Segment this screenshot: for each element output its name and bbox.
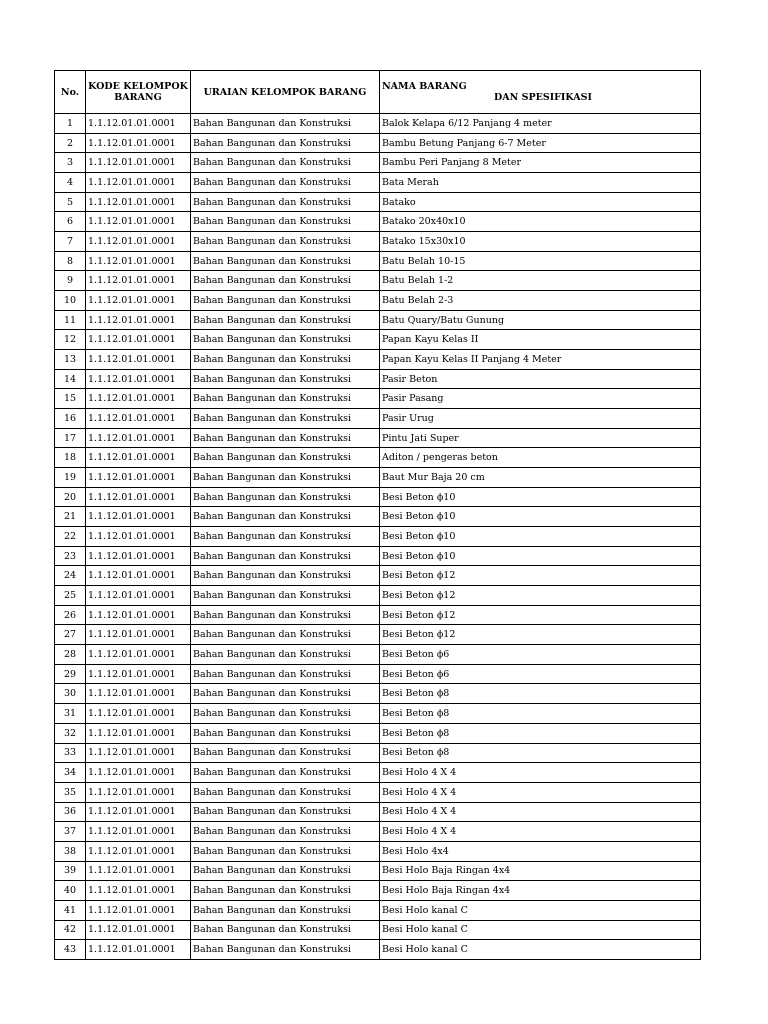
cell-nama: Besi Beton ϕ8 (380, 704, 701, 724)
table-row (55, 841, 701, 861)
cell-nama: Besi Beton ϕ10 (380, 546, 701, 566)
cell-kode: 1.1.12.01.01.0001 (86, 251, 191, 271)
header-nama-barang (380, 71, 701, 114)
cell-kode: 1.1.12.01.01.0001 (86, 723, 191, 743)
cell-kode: 1.1.12.01.01.0001 (86, 802, 191, 822)
cell-nama: Besi Beton ϕ12 (380, 625, 701, 645)
table-row (55, 586, 701, 606)
table-row (55, 546, 701, 566)
cell-nama: Besi Beton ϕ6 (380, 645, 701, 665)
table-row (55, 428, 701, 448)
cell-kode: 1.1.12.01.01.0001 (86, 153, 191, 173)
cell-uraian: Bahan Bangunan dan Konstruksi (191, 940, 380, 960)
cell-uraian: Bahan Bangunan dan Konstruksi (191, 684, 380, 704)
cell-nama: Batako 15x30x10 (380, 232, 701, 252)
cell-no: 24 (55, 566, 86, 586)
cell-kode: 1.1.12.01.01.0001 (86, 507, 191, 527)
cell-nama: Besi Beton ϕ10 (380, 507, 701, 527)
table-row (55, 763, 701, 783)
table-row (55, 133, 701, 153)
header-no: No. (55, 71, 86, 114)
cell-kode: 1.1.12.01.01.0001 (86, 350, 191, 370)
cell-uraian: Bahan Bangunan dan Konstruksi (191, 389, 380, 409)
cell-uraian: Bahan Bangunan dan Konstruksi (191, 330, 380, 350)
header-nama-barang-line2: DAN SPESIFIKASI (494, 92, 592, 103)
cell-kode: 1.1.12.01.01.0001 (86, 625, 191, 645)
cell-kode: 1.1.12.01.01.0001 (86, 546, 191, 566)
cell-uraian: Bahan Bangunan dan Konstruksi (191, 664, 380, 684)
cell-kode: 1.1.12.01.01.0001 (86, 212, 191, 232)
table-row (55, 192, 701, 212)
cell-kode: 1.1.12.01.01.0001 (86, 271, 191, 291)
table-row (55, 881, 701, 901)
cell-no: 6 (55, 212, 86, 232)
cell-kode: 1.1.12.01.01.0001 (86, 232, 191, 252)
cell-uraian: Bahan Bangunan dan Konstruksi (191, 291, 380, 311)
cell-kode: 1.1.12.01.01.0001 (86, 487, 191, 507)
cell-kode: 1.1.12.01.01.0001 (86, 448, 191, 468)
cell-uraian: Bahan Bangunan dan Konstruksi (191, 723, 380, 743)
cell-uraian: Bahan Bangunan dan Konstruksi (191, 428, 380, 448)
table-row (55, 743, 701, 763)
table-row (55, 566, 701, 586)
cell-uraian: Bahan Bangunan dan Konstruksi (191, 192, 380, 212)
cell-uraian: Bahan Bangunan dan Konstruksi (191, 546, 380, 566)
cell-no: 31 (55, 704, 86, 724)
cell-uraian: Bahan Bangunan dan Konstruksi (191, 527, 380, 547)
cell-kode: 1.1.12.01.01.0001 (86, 782, 191, 802)
table-row (55, 802, 701, 822)
cell-uraian: Bahan Bangunan dan Konstruksi (191, 409, 380, 429)
cell-nama: Batako 20x40x10 (380, 212, 701, 232)
cell-uraian: Bahan Bangunan dan Konstruksi (191, 507, 380, 527)
cell-no: 27 (55, 625, 86, 645)
cell-nama: Bambu Peri Panjang 8 Meter (380, 153, 701, 173)
cell-no: 8 (55, 251, 86, 271)
table-row (55, 153, 701, 173)
cell-nama: Besi Holo kanal C (380, 920, 701, 940)
cell-no: 35 (55, 782, 86, 802)
cell-no: 39 (55, 861, 86, 881)
cell-nama: Pasir Urug (380, 409, 701, 429)
cell-no: 32 (55, 723, 86, 743)
cell-uraian: Bahan Bangunan dan Konstruksi (191, 271, 380, 291)
cell-nama: Besi Beton ϕ6 (380, 664, 701, 684)
cell-nama: Besi Holo Baja Ringan 4x4 (380, 881, 701, 901)
table-row (55, 409, 701, 429)
table-row (55, 310, 701, 330)
cell-nama: Besi Holo kanal C (380, 940, 701, 960)
cell-uraian: Bahan Bangunan dan Konstruksi (191, 625, 380, 645)
cell-no: 28 (55, 645, 86, 665)
cell-no: 11 (55, 310, 86, 330)
table-row (55, 723, 701, 743)
table-row (55, 173, 701, 193)
table-row (55, 625, 701, 645)
cell-uraian: Bahan Bangunan dan Konstruksi (191, 743, 380, 763)
cell-kode: 1.1.12.01.01.0001 (86, 310, 191, 330)
cell-no: 9 (55, 271, 86, 291)
cell-no: 2 (55, 133, 86, 153)
cell-kode: 1.1.12.01.01.0001 (86, 822, 191, 842)
cell-nama: Besi Beton ϕ12 (380, 586, 701, 606)
table-row (55, 782, 701, 802)
header-kode-kelompok-barang: KODE KELOMPOK BARANG (86, 71, 191, 114)
table-row (55, 822, 701, 842)
cell-uraian: Bahan Bangunan dan Konstruksi (191, 487, 380, 507)
cell-kode: 1.1.12.01.01.0001 (86, 684, 191, 704)
cell-kode: 1.1.12.01.01.0001 (86, 409, 191, 429)
cell-nama: Batu Quary/Batu Gunung (380, 310, 701, 330)
cell-uraian: Bahan Bangunan dan Konstruksi (191, 763, 380, 783)
cell-nama: Besi Beton ϕ10 (380, 527, 701, 547)
cell-kode: 1.1.12.01.01.0001 (86, 900, 191, 920)
cell-nama: Besi Beton ϕ8 (380, 723, 701, 743)
cell-uraian: Bahan Bangunan dan Konstruksi (191, 173, 380, 193)
cell-kode: 1.1.12.01.01.0001 (86, 389, 191, 409)
cell-uraian: Bahan Bangunan dan Konstruksi (191, 114, 380, 134)
table-row (55, 664, 701, 684)
cell-nama: Batu Belah 1-2 (380, 271, 701, 291)
table-row (55, 507, 701, 527)
cell-kode: 1.1.12.01.01.0001 (86, 605, 191, 625)
cell-no: 4 (55, 173, 86, 193)
cell-kode: 1.1.12.01.01.0001 (86, 940, 191, 960)
cell-kode: 1.1.12.01.01.0001 (86, 468, 191, 488)
header-nama-barang-line1: NAMA BARANG (382, 81, 467, 92)
cell-no: 34 (55, 763, 86, 783)
cell-kode: 1.1.12.01.01.0001 (86, 133, 191, 153)
cell-kode: 1.1.12.01.01.0001 (86, 881, 191, 901)
cell-uraian: Bahan Bangunan dan Konstruksi (191, 153, 380, 173)
cell-uraian: Bahan Bangunan dan Konstruksi (191, 704, 380, 724)
cell-kode: 1.1.12.01.01.0001 (86, 330, 191, 350)
table-row (55, 369, 701, 389)
cell-kode: 1.1.12.01.01.0001 (86, 763, 191, 783)
cell-uraian: Bahan Bangunan dan Konstruksi (191, 133, 380, 153)
inventory-table (54, 70, 701, 960)
table-row (55, 920, 701, 940)
cell-nama: Besi Beton ϕ12 (380, 566, 701, 586)
table-row (55, 900, 701, 920)
cell-nama: Besi Beton ϕ10 (380, 487, 701, 507)
cell-nama: Pasir Beton (380, 369, 701, 389)
table-row (55, 350, 701, 370)
cell-no: 12 (55, 330, 86, 350)
cell-no: 13 (55, 350, 86, 370)
cell-no: 26 (55, 605, 86, 625)
cell-kode: 1.1.12.01.01.0001 (86, 664, 191, 684)
cell-uraian: Bahan Bangunan dan Konstruksi (191, 822, 380, 842)
cell-no: 20 (55, 487, 86, 507)
cell-uraian: Bahan Bangunan dan Konstruksi (191, 251, 380, 271)
cell-uraian: Bahan Bangunan dan Konstruksi (191, 605, 380, 625)
cell-no: 38 (55, 841, 86, 861)
cell-no: 43 (55, 940, 86, 960)
table-row (55, 684, 701, 704)
cell-kode: 1.1.12.01.01.0001 (86, 861, 191, 881)
table-row (55, 232, 701, 252)
cell-no: 16 (55, 409, 86, 429)
cell-kode: 1.1.12.01.01.0001 (86, 920, 191, 940)
cell-nama: Besi Holo kanal C (380, 900, 701, 920)
cell-no: 22 (55, 527, 86, 547)
table-row (55, 448, 701, 468)
cell-kode: 1.1.12.01.01.0001 (86, 586, 191, 606)
cell-kode: 1.1.12.01.01.0001 (86, 841, 191, 861)
cell-nama: Besi Beton ϕ8 (380, 684, 701, 704)
cell-no: 19 (55, 468, 86, 488)
cell-no: 30 (55, 684, 86, 704)
table-row (55, 645, 701, 665)
cell-uraian: Bahan Bangunan dan Konstruksi (191, 900, 380, 920)
table-row (55, 704, 701, 724)
cell-nama: Pintu Jati Super (380, 428, 701, 448)
cell-no: 5 (55, 192, 86, 212)
cell-kode: 1.1.12.01.01.0001 (86, 743, 191, 763)
cell-uraian: Bahan Bangunan dan Konstruksi (191, 232, 380, 252)
cell-nama: Papan Kayu Kelas II (380, 330, 701, 350)
table-header (55, 71, 701, 114)
cell-nama: Bata Merah (380, 173, 701, 193)
cell-no: 37 (55, 822, 86, 842)
cell-nama: Besi Holo 4x4 (380, 841, 701, 861)
cell-kode: 1.1.12.01.01.0001 (86, 428, 191, 448)
cell-no: 10 (55, 291, 86, 311)
cell-uraian: Bahan Bangunan dan Konstruksi (191, 350, 380, 370)
cell-uraian: Bahan Bangunan dan Konstruksi (191, 369, 380, 389)
table-row (55, 468, 701, 488)
cell-nama: Besi Holo 4 X 4 (380, 802, 701, 822)
cell-uraian: Bahan Bangunan dan Konstruksi (191, 802, 380, 822)
cell-no: 1 (55, 114, 86, 134)
cell-kode: 1.1.12.01.01.0001 (86, 173, 191, 193)
cell-nama: Batako (380, 192, 701, 212)
cell-nama: Papan Kayu Kelas II Panjang 4 Meter (380, 350, 701, 370)
table-body (55, 114, 701, 960)
table-row (55, 605, 701, 625)
cell-nama: Baut Mur Baja 20 cm (380, 468, 701, 488)
cell-no: 21 (55, 507, 86, 527)
cell-kode: 1.1.12.01.01.0001 (86, 645, 191, 665)
cell-no: 18 (55, 448, 86, 468)
table-row (55, 527, 701, 547)
cell-kode: 1.1.12.01.01.0001 (86, 192, 191, 212)
cell-nama: Besi Holo Baja Ringan 4x4 (380, 861, 701, 881)
cell-uraian: Bahan Bangunan dan Konstruksi (191, 586, 380, 606)
cell-no: 17 (55, 428, 86, 448)
table-row (55, 251, 701, 271)
cell-no: 36 (55, 802, 86, 822)
cell-nama: Besi Beton ϕ12 (380, 605, 701, 625)
cell-no: 7 (55, 232, 86, 252)
cell-no: 3 (55, 153, 86, 173)
cell-nama: Aditon / pengeras beton (380, 448, 701, 468)
cell-no: 41 (55, 900, 86, 920)
cell-no: 23 (55, 546, 86, 566)
header-row (55, 71, 701, 114)
table-row (55, 940, 701, 960)
cell-nama: Batu Belah 2-3 (380, 291, 701, 311)
cell-uraian: Bahan Bangunan dan Konstruksi (191, 645, 380, 665)
cell-no: 29 (55, 664, 86, 684)
cell-uraian: Bahan Bangunan dan Konstruksi (191, 468, 380, 488)
cell-kode: 1.1.12.01.01.0001 (86, 704, 191, 724)
cell-uraian: Bahan Bangunan dan Konstruksi (191, 861, 380, 881)
cell-no: 15 (55, 389, 86, 409)
cell-kode: 1.1.12.01.01.0001 (86, 291, 191, 311)
table-row (55, 487, 701, 507)
cell-uraian: Bahan Bangunan dan Konstruksi (191, 566, 380, 586)
cell-uraian: Bahan Bangunan dan Konstruksi (191, 841, 380, 861)
table-row (55, 330, 701, 350)
cell-no: 25 (55, 586, 86, 606)
cell-nama: Besi Holo 4 X 4 (380, 763, 701, 783)
table-row (55, 114, 701, 134)
cell-kode: 1.1.12.01.01.0001 (86, 527, 191, 547)
cell-nama: Balok Kelapa 6/12 Panjang 4 meter (380, 114, 701, 134)
table-row (55, 861, 701, 881)
cell-uraian: Bahan Bangunan dan Konstruksi (191, 881, 380, 901)
header-uraian-kelompok-barang: URAIAN KELOMPOK BARANG (191, 71, 380, 114)
cell-no: 42 (55, 920, 86, 940)
table-row (55, 212, 701, 232)
cell-kode: 1.1.12.01.01.0001 (86, 369, 191, 389)
cell-nama: Batu Belah 10-15 (380, 251, 701, 271)
cell-no: 33 (55, 743, 86, 763)
cell-nama: Pasir Pasang (380, 389, 701, 409)
cell-uraian: Bahan Bangunan dan Konstruksi (191, 920, 380, 940)
cell-kode: 1.1.12.01.01.0001 (86, 114, 191, 134)
cell-kode: 1.1.12.01.01.0001 (86, 566, 191, 586)
cell-nama: Besi Holo 4 X 4 (380, 822, 701, 842)
cell-uraian: Bahan Bangunan dan Konstruksi (191, 448, 380, 468)
cell-uraian: Bahan Bangunan dan Konstruksi (191, 310, 380, 330)
cell-nama: Besi Holo 4 X 4 (380, 782, 701, 802)
cell-no: 40 (55, 881, 86, 901)
cell-nama: Bambu Betung Panjang 6-7 Meter (380, 133, 701, 153)
table-row (55, 271, 701, 291)
cell-nama: Besi Beton ϕ8 (380, 743, 701, 763)
cell-no: 14 (55, 369, 86, 389)
table-row (55, 291, 701, 311)
table-row (55, 389, 701, 409)
cell-uraian: Bahan Bangunan dan Konstruksi (191, 782, 380, 802)
cell-uraian: Bahan Bangunan dan Konstruksi (191, 212, 380, 232)
